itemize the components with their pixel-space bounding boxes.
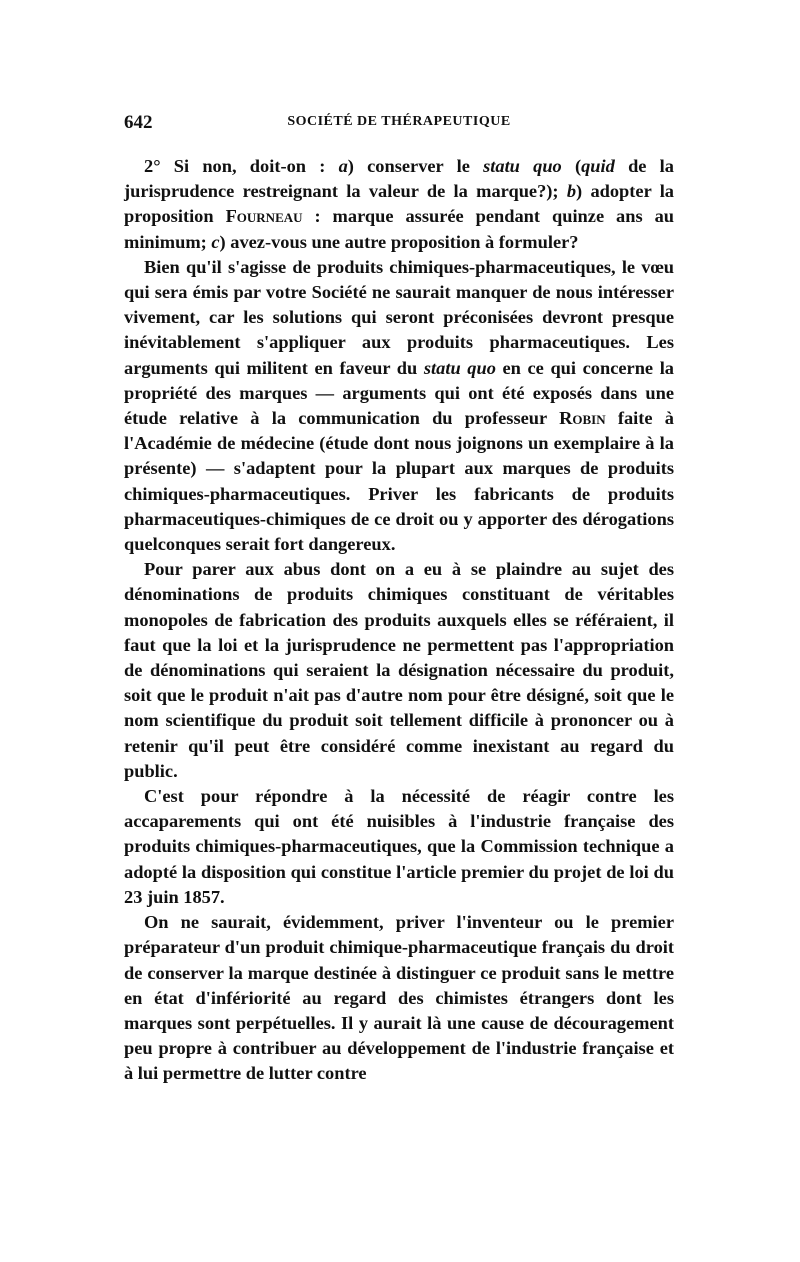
enum-b: b [566, 181, 577, 202]
text-run: Bien qu'il s'agisse de produits chimiques-pharmaceutiques, le vœu qui sera émis par votre Société ne saurait manquer de nous intéresser vivement, car les solutions qui seront préconisées devront presque inévitablement s'appliquer aux produits pharmaceutiques. Les arguments qui militent en faveur du [124, 256, 674, 378]
text-run: ) avez-vous une autre proposition à formuler? [219, 231, 579, 252]
italic-statu-quo: statu quo [483, 156, 562, 176]
paragraph-2 [124, 255, 674, 557]
text-run: : marque assurée pendant quinze ans au minimum; [124, 206, 675, 252]
text-run: 2° Si non, doit-on : [144, 156, 339, 176]
page-number: 642 [124, 112, 153, 133]
text-run: faite à l'Académie de médecine (étude dont nous joignons un exemplaire à la présente) — s'adaptent pour la plupart aux marques de produits chimiques-pharmaceutiques. Priver les fabricants de produits pharmaceutiques-chimiques de ce droit ou y apporter des dérogations quelconques serait fort dangereux. [124, 408, 675, 555]
text-run: de la jurisprudence restreignant la valeur de la marque?); [124, 156, 674, 202]
text-run: en ce qui concerne la propriété des marques — arguments qui ont été exposés dans une étude relative à la communication du professeur [124, 357, 675, 429]
paragraph-5: On ne saurait, évidemment, priver l'inventeur ou le premier préparateur d'un produit chimique-pharmaceutique français du droit de conserver la marque destinée à distinguer ce produit sans le mettre en état d'infériorité au regard des chimistes étrangers dont les marques sont perpétuelles. Il y aurait là une cause de découragement peu propre à contribuer au développement de l'industrie française et à lui permettre de lutter contre [124, 912, 674, 1084]
paragraph-3: Pour parer aux abus dont on a eu à se plaindre au sujet des dénominations de produits chimiques constituant de véritables monopoles de fabrication des produits auxquels elles se référaient, il faut que la loi et la jurisprudence ne permettent pas l'appropriation de dénominations qui seraient la désignation nécessaire du produit, soit que le produit n'ait pas d'autre nom pour être désigné, soit que le nom scientifique du produit soit tellement difficile à prononcer ou à retenir qu'il peut être considéré comme inexistant au regard du public. [124, 559, 674, 781]
paragraph-4: C'est pour répondre à la nécessité de réagir contre les accaparements qui ont été nuisibles à l'industrie française des produits chimiques-pharmaceutiques, que la Commission technique a adopté la disposition qui constitue l'article premier du projet de loi du 23 juin 1857. [124, 786, 674, 907]
paragraph-1 [124, 154, 674, 255]
running-head-title: SOCIÉTÉ DE THÉRAPEUTIQUE [287, 114, 511, 129]
enum-a: a [338, 156, 348, 176]
running-head [124, 112, 674, 142]
body-text [124, 154, 674, 1087]
name-robin: Robin [559, 408, 606, 429]
text-run: ) adopter la proposition [124, 181, 674, 227]
italic-statu-quo: statu quo [423, 357, 496, 378]
text-run: ) conserver le [347, 156, 484, 176]
book-page [124, 112, 674, 1087]
text-run: ( [561, 156, 582, 176]
enum-c: c [211, 231, 220, 252]
italic-quid: quid [581, 156, 615, 176]
name-fourneau: Fourneau [225, 206, 303, 227]
